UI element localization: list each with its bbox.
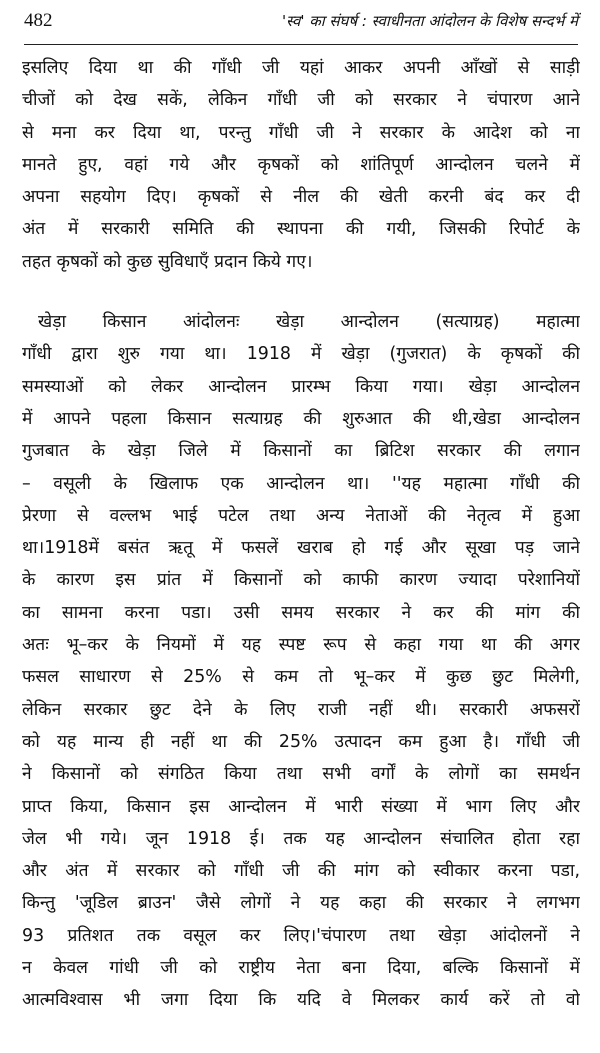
text-line: गाँधी द्वारा शुरु गया था। 1918 में खेड़ा (गुजरात) के कृषकों की — [22, 344, 580, 365]
text-line: मानते हुए, वहां गये और कृषकों को शांतिपूर्ण आन्दोलन चलने में — [22, 154, 580, 175]
text-line: था।1918में बसंत ऋतू में फसलें खराब हो गई और सूखा पड़ जाने — [22, 538, 580, 559]
text-line: आत्मविश्वास भी जगा दिया कि यदि वे मिलकर कार्य करें तो वो — [22, 990, 580, 1011]
body-text — [22, 52, 580, 1017]
text-line: समस्याओं को लेकर आन्दोलन प्रारम्भ किया गया। खेड़ा आन्दोलन — [22, 376, 580, 397]
running-header — [24, 10, 578, 45]
text-line: इसलिए दिया था की गाँधी जी यहां आकर अपनी आँखों से साड़ी — [22, 58, 580, 78]
text-line: खेड़ा किसान आंदोलनः खेड़ा आन्दोलन (सत्याग्रह) महात्मा — [38, 312, 580, 333]
text-line: किन्तु 'जूडिल ब्राउन' जैसे लोगों ने यह कहा की सरकार ने लगभग — [22, 893, 580, 914]
text-line: चीजों को देख सकें, लेकिन गाँधी जी को सरकार ने चंपारण आने — [22, 90, 580, 111]
text-line: प्रेरणा से वल्लभ भाई पटेल तथा अन्य नेताओं की नेतृत्व में हुआ — [22, 505, 580, 526]
text-line: – वसूली के खिलाफ एक आन्दोलन था। ''यह महात्मा गाँधी की — [22, 473, 580, 494]
text-line: जेल भी गये। जून 1918 ई। तक यह आन्दोलन संचालित होता रहा — [22, 828, 580, 849]
text-line: प्राप्त किया, किसान इस आन्दोलन में भारी संख्या में भाग लिए और — [22, 796, 580, 817]
text-line: अपना सहयोग दिए। कृषकों से नील की खेती करनी बंद कर दी — [22, 187, 580, 208]
text-line: न केवल गांधी जी को राष्ट्रीय नेता बना दिया, बल्कि किसानों में — [22, 958, 580, 979]
running-header-title: 'स्व' का संघर्ष : स्वाधीनता आंदोलन के विशेष सन्दर्भ में — [282, 12, 578, 30]
text-line: को यह मान्य ही नहीं था की 25% उत्पादन कम हुआ है। गाँधी जी — [22, 731, 580, 752]
text-line: 93 प्रतिशत तक वसूल कर लिए।'चंपारण तथा खेड़ा आंदोलनों ने — [22, 925, 580, 946]
text-line: लेकिन सरकार छुट देने के लिए राजी नहीं थी। सरकारी अफसरों — [22, 699, 580, 720]
text-line: से मना कर दिया था, परन्तु गाँधी जी ने सरकार के आदेश को ना — [22, 122, 580, 143]
text-line: अतः भू–कर के नियमों में यह स्पष्ट रूप से कहा गया था की अगर — [22, 635, 580, 656]
text-line: का सामना करना पडा। उसी समय सरकार ने कर की मांग की — [22, 602, 580, 623]
text-line: अंत में सरकारी समिति की स्थापना की गयी, जिसकी रिपोर्ट के — [22, 219, 580, 240]
text-line: में आपने पहला किसान सत्याग्रह की शुरुआत की थी,खेडा आन्दोलन — [22, 408, 580, 429]
text-line: और अंत में सरकार को गाँधी जी की मांग को स्वीकार करना पडा, — [22, 861, 580, 882]
paragraph-champaran — [22, 52, 580, 278]
text-line: गुजबात के खेड़ा जिले में किसानों का ब्रिटिश सरकार की लगान — [22, 441, 580, 462]
text-line: ने किसानों को संगठित किया तथा सभी वर्गों के लोगों का समर्थन — [22, 764, 580, 785]
page-number: 482 — [24, 10, 53, 31]
paragraph-gap — [22, 278, 580, 306]
text-line: फसल साधारण से 25% से कम तो भू–कर में कुछ छुट मिलेगी, — [22, 667, 580, 688]
text-line: के कारण इस प्रांत में किसानों को काफी कारण ज्यादा परेशानियों — [22, 570, 580, 591]
paragraph-kheda — [22, 306, 580, 1017]
text-line: तहत कृषकों को कुछ सुविधाएँ प्रदान किये गए। — [22, 251, 313, 272]
